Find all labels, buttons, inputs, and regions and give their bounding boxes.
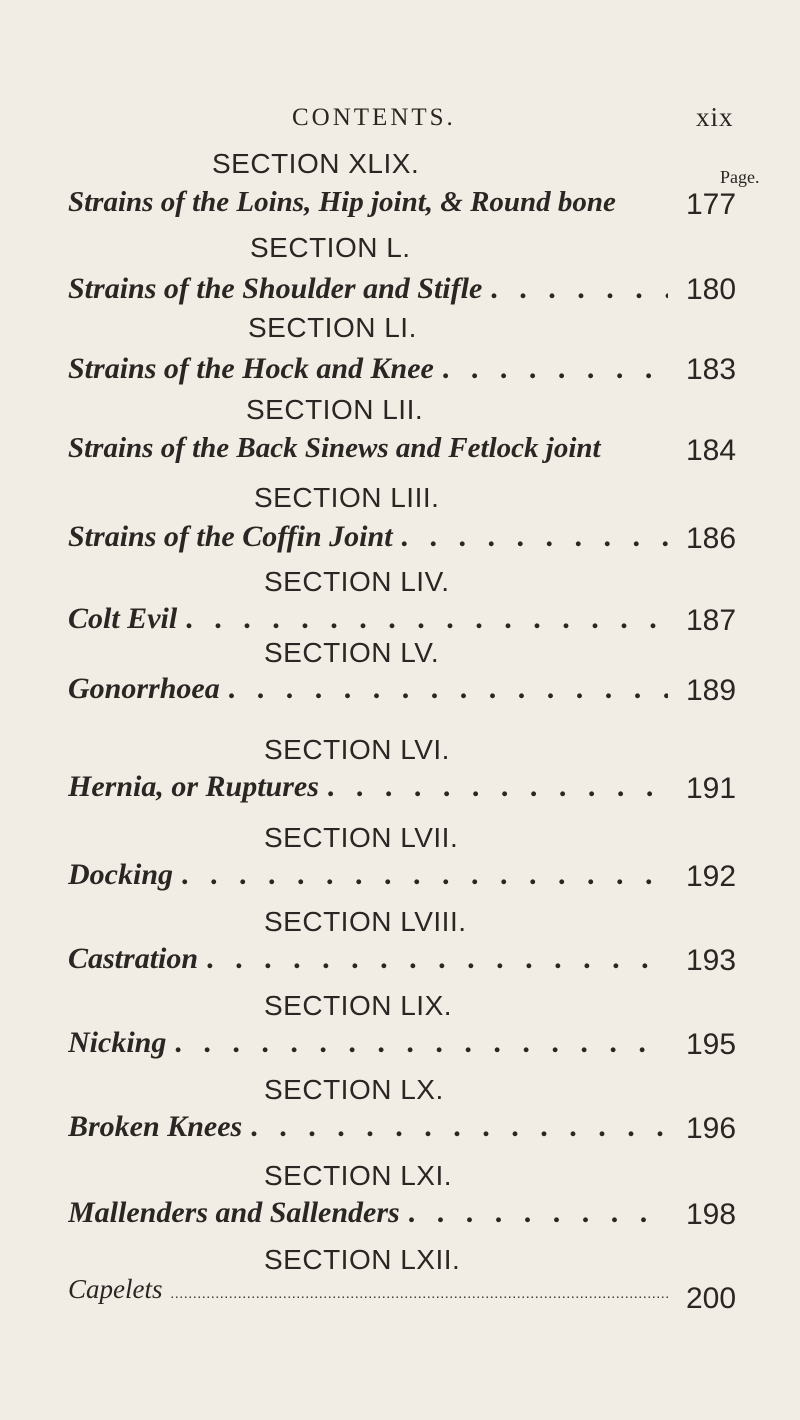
dot-leader xyxy=(250,1110,668,1144)
dot-leader xyxy=(408,1196,668,1230)
entry-page-number: 186 xyxy=(685,522,737,555)
entry-title: Strains of the Coffin Joint xyxy=(68,520,393,553)
entry-page-number: 191 xyxy=(685,772,737,805)
entry-title-row xyxy=(68,602,668,636)
entry-title: Gonorrhoea xyxy=(68,672,220,705)
section-heading: SECTION LVI. xyxy=(264,734,450,765)
dot-leader xyxy=(228,672,668,706)
dot-leader xyxy=(490,272,668,306)
section-heading: SECTION XLIX. xyxy=(212,148,420,179)
entry-title-row xyxy=(68,432,688,465)
running-title: CONTENTS. xyxy=(292,104,456,131)
entry-title-row xyxy=(68,1026,668,1060)
entry-page-number: 187 xyxy=(685,604,737,637)
entry-title-row xyxy=(68,942,668,976)
entry-page-number: 200 xyxy=(685,1282,737,1315)
entry-title-row xyxy=(68,272,668,306)
entry-page-number: 183 xyxy=(685,353,737,386)
section-heading: SECTION LIV. xyxy=(264,566,450,597)
entry-title: Nicking xyxy=(68,1026,167,1059)
section-heading: SECTION LI. xyxy=(248,312,417,343)
dot-leader xyxy=(171,1287,669,1303)
entry-title-row xyxy=(68,1274,668,1305)
entry-title: Capelets xyxy=(68,1274,163,1304)
section-heading: SECTION LIII. xyxy=(254,482,440,513)
section-heading: SECTION LX. xyxy=(264,1074,444,1105)
section-heading: SECTION LVIII. xyxy=(264,906,467,937)
entry-page-number: 196 xyxy=(685,1112,737,1145)
entry-page-number: 189 xyxy=(685,674,737,707)
entry-title: Broken Knees xyxy=(68,1110,243,1143)
entry-title-row xyxy=(68,186,678,219)
entry-title: Strains of the Shoulder and Stifle xyxy=(68,272,483,305)
entry-page-number: 180 xyxy=(685,273,737,306)
entry-title-row xyxy=(68,672,668,706)
entry-title: Castration xyxy=(68,942,199,975)
entry-title: Strains of the Hock and Knee xyxy=(68,352,434,385)
section-heading: SECTION LXII. xyxy=(264,1244,461,1275)
entry-title: Docking xyxy=(68,858,173,891)
entry-title: Mallenders and Sallenders xyxy=(68,1196,400,1229)
entry-title: Strains of the Loins, Hip joint, & Round bone xyxy=(68,186,616,218)
entry-page-number: 177 xyxy=(685,188,737,221)
dot-leader xyxy=(327,770,668,804)
entry-title: Hernia, or Ruptures xyxy=(68,770,319,803)
entry-title: Colt Evil xyxy=(68,602,178,635)
entry-page-number: 184 xyxy=(685,434,737,467)
entry-title: Strains of the Back Sinews and Fetlock joint xyxy=(68,432,601,464)
section-heading: SECTION L. xyxy=(250,232,411,263)
running-head xyxy=(0,104,800,134)
dot-leader xyxy=(206,942,668,976)
page-column-label: Page. xyxy=(720,167,760,187)
entry-page-number: 192 xyxy=(685,860,737,893)
dot-leader xyxy=(174,1026,668,1060)
section-heading: SECTION LIX. xyxy=(264,990,453,1021)
dot-leader xyxy=(401,520,668,554)
section-heading: SECTION LVII. xyxy=(264,822,459,853)
entry-page-number: 193 xyxy=(685,944,737,977)
dot-leader xyxy=(185,602,668,636)
entry-title-row xyxy=(68,520,668,554)
section-heading: SECTION LII. xyxy=(246,394,424,425)
dot-leader xyxy=(442,352,668,386)
section-heading: SECTION LV. xyxy=(264,637,440,668)
dot-leader xyxy=(181,858,668,892)
entry-title-row xyxy=(68,352,668,386)
page-folio: xix xyxy=(696,102,734,132)
entry-page-number: 195 xyxy=(685,1028,737,1061)
entry-page-number: 198 xyxy=(685,1198,737,1231)
entry-title-row xyxy=(68,858,668,892)
entry-title-row xyxy=(68,1110,668,1144)
section-heading: SECTION LXI. xyxy=(264,1160,453,1191)
entry-title-row xyxy=(68,1196,668,1230)
entry-title-row xyxy=(68,770,668,804)
